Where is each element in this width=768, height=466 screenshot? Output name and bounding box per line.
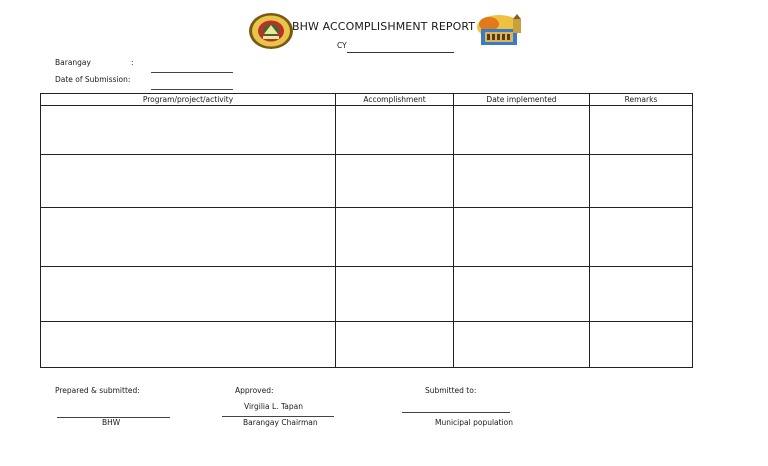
page-title: BHW ACCOMPLISHMENT REPORT: [292, 20, 476, 33]
table-cell[interactable]: [41, 267, 336, 322]
cy-input-line[interactable]: [347, 52, 454, 53]
approved-label: Approved:: [235, 386, 274, 395]
table-row: [41, 267, 693, 322]
approved-signature-line[interactable]: [222, 416, 334, 417]
table-cell[interactable]: [336, 155, 454, 208]
municipal-seal-logo: [248, 12, 294, 50]
accomplishment-table: [40, 93, 693, 368]
table-cell[interactable]: [41, 322, 336, 368]
table-cell[interactable]: [41, 106, 336, 155]
column-header-accomplishment: Accomplishment: [336, 94, 454, 106]
table-row: [41, 208, 693, 267]
cy-label: CY: [337, 41, 347, 50]
table-header-row: [41, 94, 693, 106]
column-header-date-implemented: Date implemented: [454, 94, 590, 106]
submitted-to-label: Submitted to:: [425, 386, 477, 395]
table-row: [41, 322, 693, 368]
table-cell[interactable]: [454, 267, 590, 322]
table-cell[interactable]: [454, 155, 590, 208]
submitted-to-signature-line[interactable]: [402, 412, 510, 413]
submitted-to-role-label: Municipal population: [435, 418, 514, 427]
submission-date-label: Date of Submission:: [55, 75, 131, 84]
municipal-building-logo: [473, 13, 525, 51]
prepared-submitted-label: Prepared & submitted:: [55, 386, 140, 395]
table-cell[interactable]: [454, 322, 590, 368]
table-cell[interactable]: [590, 208, 693, 267]
submission-date-input-line[interactable]: [151, 89, 233, 90]
prepared-role-label: BHW: [102, 418, 121, 427]
table-cell[interactable]: [590, 267, 693, 322]
barangay-colon: :: [131, 58, 134, 67]
table-cell[interactable]: [336, 267, 454, 322]
table-cell[interactable]: [454, 208, 590, 267]
barangay-input-line[interactable]: [151, 72, 233, 73]
table-cell[interactable]: [336, 106, 454, 155]
table-cell[interactable]: [41, 155, 336, 208]
barangay-label: Barangay: [55, 58, 91, 67]
table-cell[interactable]: [336, 208, 454, 267]
column-header-remarks: Remarks: [590, 94, 693, 106]
table-cell[interactable]: [336, 322, 454, 368]
table-row: [41, 155, 693, 208]
table-cell[interactable]: [590, 155, 693, 208]
approved-role-label: Barangay Chairman: [243, 418, 318, 427]
table-cell[interactable]: [41, 208, 336, 267]
table-cell[interactable]: [454, 106, 590, 155]
table-cell[interactable]: [590, 106, 693, 155]
table-row: [41, 106, 693, 155]
approved-name: Virgilia L. Tapan: [244, 402, 303, 411]
table-cell[interactable]: [590, 322, 693, 368]
column-header-program: Program/project/activity: [41, 94, 336, 106]
